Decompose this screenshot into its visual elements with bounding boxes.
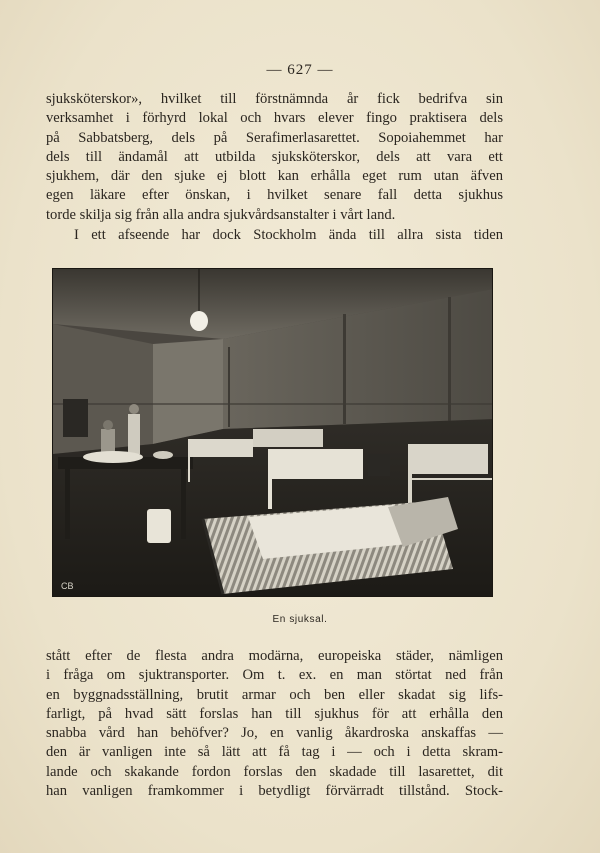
paragraph-1 xyxy=(46,90,503,225)
photo-monogram: CB xyxy=(61,581,74,591)
text-line: lande och skakande fordon forslas den skadade till lasarettet, dit xyxy=(46,763,503,780)
text-line: torde skilja sig från alla andra sjukvårdsanstalter i vårt land. xyxy=(46,206,396,223)
text-line: en byggnadsställning, brutit armar och ben eller skadat sig lifs- xyxy=(46,686,503,703)
text-line: han vanligen framkommer i betydligt förvärradt tillstånd. Stock- xyxy=(46,783,503,800)
ward-photograph xyxy=(52,268,493,597)
figure-caption: En sjuksal. xyxy=(272,614,328,625)
text-line: stått efter de flesta andra modärna, europeiska städer, nämligen xyxy=(46,648,503,664)
text-line: I ett afseende har dock Stockholm ända till allra sista tiden xyxy=(74,227,503,243)
paragraph-3 xyxy=(46,647,503,801)
text-line: egen läkare efter önskan, i hvilket senare fall detta sjukhus xyxy=(46,187,503,204)
text-line: i fråga om sjuktransporter. Om t. ex. en man störtat ned från xyxy=(46,667,503,684)
text-line: sjukhem, där den sjuke ej blott kan erhålla eget rum utan äfven xyxy=(46,168,503,185)
text-line: verksamhet i förhyrd lokal och hvars elever fingo praktisera dels xyxy=(46,110,503,127)
text-line: snabba vård han behöfver? Jo, en vanlig åkardroska anskaffas — xyxy=(46,725,503,742)
text-line: farligt, på hvad sätt forslas han till sjukhus för att erhålla den xyxy=(46,705,503,722)
paragraph-2 xyxy=(46,226,503,245)
text-line: dels till ändamål att utbilda sjuksköterskor, dels att vara ett xyxy=(46,148,503,165)
text-line: den är vanligen inte så lätt att få tag i — och i detta skram- xyxy=(46,744,503,761)
text-line: sjuksköterskor», hvilket till förstnämnda år fick bedrifva sin xyxy=(46,91,503,107)
text-line: på Sabbatsberg, dels på Serafimerlasarettet. Sopoiahemmet har xyxy=(46,129,503,146)
page-number: — 627 — xyxy=(266,62,334,78)
